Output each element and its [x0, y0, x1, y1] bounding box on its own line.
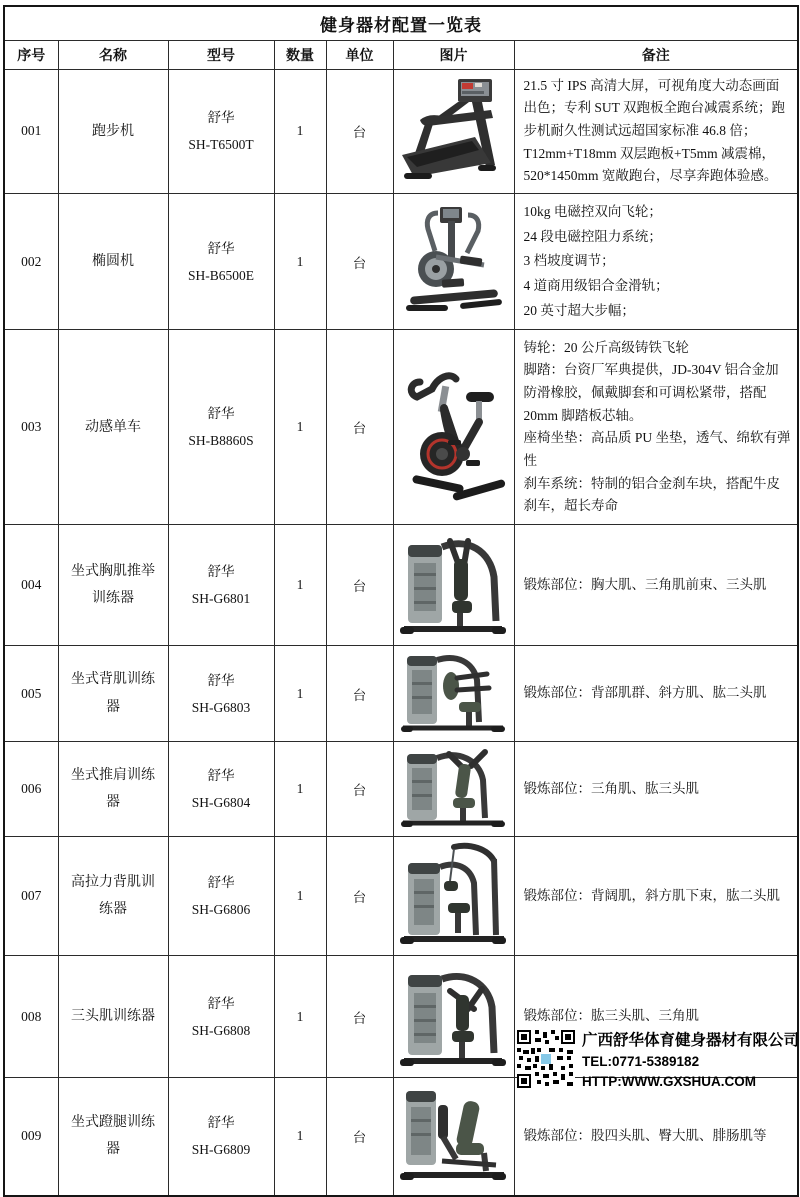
equipment-model: [168, 742, 274, 837]
table-row: [4, 330, 798, 525]
elliptical-image: [398, 205, 510, 319]
picture-cell: [393, 193, 514, 329]
equipment-name: 坐式蹬腿训练器: [58, 1078, 168, 1196]
equipment-name: 跑步机: [58, 69, 168, 193]
picture-cell: [393, 837, 514, 956]
remarks: 铸轮：20 公斤高级铸铁飞轮 脚踏：台资厂军典提供，JD-304V 铝合金加防滑橡胶，佩戴脚套和可调松紧带，搭配 20mm 脚踏板芯轴。 座椅坐垫：高品质 PU 坐垫，透气、绵软有弹性 刹车系统：特制的铝合金刹车块，搭配牛皮刹车，超长寿命: [514, 330, 798, 525]
col-header-remarks: 备注: [514, 40, 798, 69]
equipment-model: [168, 69, 274, 193]
quantity: 1: [274, 837, 326, 956]
model-code: SH-G6801: [191, 591, 251, 607]
model-code: SH-B6500E: [187, 267, 254, 283]
remarks: 锻炼部位：三角肌、肱三头肌: [514, 742, 798, 837]
leg-press-machine-image: [398, 1081, 510, 1191]
unit: 台: [326, 1078, 393, 1196]
model-code: SH-G6806: [191, 902, 251, 918]
brand: 舒华: [207, 1115, 235, 1131]
picture-cell: [393, 525, 514, 646]
model-code: SH-G6808: [191, 1022, 251, 1038]
triceps-machine-image: [398, 961, 510, 1073]
quantity: 1: [274, 742, 326, 837]
unit: 台: [326, 837, 393, 956]
row-number: 001: [4, 69, 58, 193]
quantity: 1: [274, 956, 326, 1078]
picture-cell: [393, 69, 514, 193]
row-number: 002: [4, 193, 58, 329]
quantity: 1: [274, 525, 326, 646]
picture-cell: [393, 1078, 514, 1196]
row-number: 005: [4, 646, 58, 742]
equipment-model: [168, 837, 274, 956]
remarks: 锻炼部位：背阔肌，斜方肌下束，肱二头肌: [514, 837, 798, 956]
equipment-model: [168, 1078, 274, 1196]
header-row: [4, 40, 798, 69]
shoulder-press-machine-image: [399, 746, 509, 833]
table-row: [4, 1078, 798, 1196]
treadmill-image: [398, 77, 510, 185]
brand: 舒华: [207, 768, 235, 784]
row-number: 003: [4, 330, 58, 525]
equipment-name: 动感单车: [58, 330, 168, 525]
equipment-name: 三头肌训练器: [58, 956, 168, 1078]
title-row: [4, 6, 798, 40]
vendor-phone: TEL:0771-5389182: [582, 1053, 700, 1069]
remarks: 锻炼部位：股四头肌、臀大肌、腓肠肌等: [514, 1078, 798, 1196]
model-code: SH-G6809: [191, 1142, 251, 1158]
picture-cell: [393, 646, 514, 742]
remarks: 锻炼部位：胸大肌、三角肌前束、三头肌: [514, 525, 798, 646]
qr-code-icon: [517, 1030, 575, 1088]
equipment-name: 高拉力背肌训练器: [58, 837, 168, 956]
brand: 舒华: [207, 995, 235, 1011]
brand: 舒华: [207, 406, 235, 422]
unit: 台: [326, 330, 393, 525]
quantity: 1: [274, 330, 326, 525]
brand: 舒华: [207, 240, 235, 256]
col-header-name: 名称: [58, 40, 168, 69]
brand: 舒华: [207, 564, 235, 580]
vendor-company-name: 广西舒华体育健身器材有限公司: [582, 1032, 800, 1049]
model-code: SH-G6803: [191, 699, 251, 715]
page-title: 健身器材配置一览表: [4, 6, 798, 40]
vendor-website: HTTP:WWW.GXSHUA.COM: [582, 1074, 756, 1090]
col-header-unit: 单位: [326, 40, 393, 69]
col-header-picture: 图片: [393, 40, 514, 69]
table-row: [4, 646, 798, 742]
vendor-watermark: [517, 1030, 800, 1092]
brand: 舒华: [207, 110, 235, 126]
unit: 台: [326, 69, 393, 193]
equipment-name: 坐式背肌训练器: [58, 646, 168, 742]
model-code: SH-T6500T: [188, 137, 254, 153]
unit: 台: [326, 193, 393, 329]
row-number: 006: [4, 742, 58, 837]
equipment-name: 椭圆机: [58, 193, 168, 329]
unit: 台: [326, 525, 393, 646]
equipment-model: [168, 646, 274, 742]
brand: 舒华: [207, 875, 235, 891]
brand: 舒华: [207, 672, 235, 688]
picture-cell: [393, 330, 514, 525]
table-row: [4, 525, 798, 646]
quantity: 1: [274, 1078, 326, 1196]
row-number: 009: [4, 1078, 58, 1196]
unit: 台: [326, 956, 393, 1078]
quantity: 1: [274, 193, 326, 329]
spin-bike-image: [396, 352, 512, 502]
equipment-table: [3, 5, 799, 1197]
remarks: 锻炼部位：肱三头肌、三角肌: [514, 956, 798, 1078]
table-row: [4, 69, 798, 193]
lat-pulldown-machine-image: [398, 841, 510, 951]
equipment-model: [168, 956, 274, 1078]
col-header-qty: 数量: [274, 40, 326, 69]
row-number: 008: [4, 956, 58, 1078]
equipment-name: 坐式推肩训练器: [58, 742, 168, 837]
col-header-model: 型号: [168, 40, 274, 69]
chest-press-machine-image: [398, 529, 510, 641]
picture-cell: [393, 956, 514, 1078]
equipment-model: [168, 193, 274, 329]
table-row: [4, 193, 798, 329]
seated-row-machine-image: [399, 650, 509, 738]
unit: 台: [326, 742, 393, 837]
table-row: [4, 742, 798, 837]
row-number: 004: [4, 525, 58, 646]
unit: 台: [326, 646, 393, 742]
quantity: 1: [274, 69, 326, 193]
equipment-name: 坐式胸肌推举训练器: [58, 525, 168, 646]
quantity: 1: [274, 646, 326, 742]
equipment-model: [168, 525, 274, 646]
col-header-no: 序号: [4, 40, 58, 69]
picture-cell: [393, 742, 514, 837]
model-code: SH-G6804: [191, 795, 251, 811]
remarks: 21.5 寸 IPS 高清大屏，可视角度大动态画面出色；专利 SUT 双跑板全跑台减震系统；跑步机耐久性测试远超国家标准 46.8 倍；T12mm+T18mm 双层跑板+T5mm 减震棉，520*1450mm 宽敞跑台，尽享奔跑体验感。: [514, 69, 798, 193]
equipment-model: [168, 330, 274, 525]
model-code: SH-B8860S: [188, 433, 254, 449]
row-number: 007: [4, 837, 58, 956]
remarks: 锻炼部位：背部肌群、斜方肌、肱二头肌: [514, 646, 798, 742]
remarks: 10kg 电磁控双向飞轮； 24 段电磁控阻力系统； 3 档坡度调节； 4 道商用级铝合金滑轨； 20 英寸超大步幅；: [514, 193, 798, 329]
table-row: [4, 837, 798, 956]
